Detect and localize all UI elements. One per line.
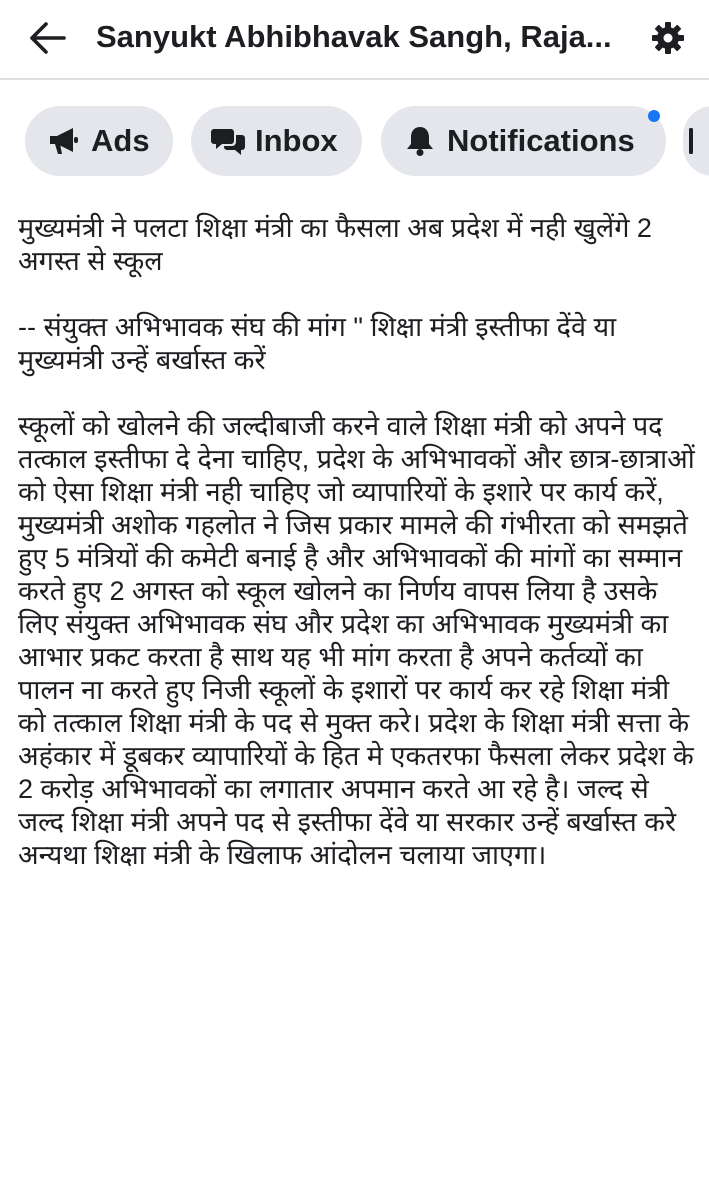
top-bar — [0, 0, 709, 80]
gear-icon[interactable] — [650, 20, 686, 56]
post-content — [18, 212, 700, 872]
notifications-button[interactable] — [381, 106, 666, 176]
unread-indicator — [648, 110, 660, 122]
inbox-button[interactable] — [191, 106, 362, 176]
post-subheadline: -- संयुक्त अभिभावक संघ की मांग " शिक्षा मंत्री इस्तीफा देंवे या मुख्यमंत्री उन्हें बर्खास्त करें — [18, 312, 617, 375]
megaphone-icon — [47, 124, 81, 158]
page-title: Sanyukt Abhibhavak Sangh, Raja... — [96, 19, 612, 54]
more-shortcut-button[interactable] — [683, 106, 709, 176]
inbox-label: Inbox — [255, 123, 338, 158]
partial-shortcut-icon — [689, 124, 709, 158]
bell-icon — [403, 124, 437, 158]
ads-label: Ads — [91, 123, 150, 158]
arrow-left-icon[interactable] — [24, 18, 68, 58]
ads-button[interactable] — [25, 106, 173, 176]
chat-bubbles-icon — [211, 124, 245, 158]
shortcut-tabs — [0, 106, 709, 176]
notifications-label: Notifications — [447, 123, 635, 158]
post-headline: मुख्यमंत्री ने पलटा शिक्षा मंत्री का फैसला अब प्रदेश में नही खुलेंगे 2 अगस्त से स्कूल — [18, 213, 652, 276]
post-body: स्कूलों को खोलने की जल्दीबाजी करने वाले शिक्षा मंत्री को अपने पद तत्काल इस्तीफा दे देना चाहिए, प्रदेश के अभिभावकों और छात्र-छात्राओं को ऐसा शिक्षा मंत्री नही चाहिए जो व्यापारियों के इशारे पर कार्य करें, मुख्यमंत्री अशोक गहलोत ने जिस प्रकार मामले की गंभीरता को समझते हुए 5 मंत्रियों की कमेटी बनाई है और अभिभावकों की मांगों का सम्मान करते हुए 2 अगस्त को स्कूल खोलने का निर्णय वापस लिया है उसके लिए संयुक्त अभिभावक संघ और प्रदेश का अभिभावक मुख्यमंत्री का आभार प्रकट करता है साथ यह भी मांग करता है अपने कर्तव्यों का पालन ना करते हुए निजी स्कूलों के इशारों पर कार्य कर रहे शिक्षा मंत्री को तत्काल शिक्षा मंत्री के पद से मुक्त करे। प्रदेश के शिक्षा मंत्री सत्ता के अहंकार में डूबकर व्यापारियों के हित मे एकतरफा फैसला लेकर प्रदेश के 2 करोड़ अभिभावकों का लगातार अपमान करते आ रहे है। जल्द से जल्द शिक्षा मंत्री अपने पद से इस्तीफा देंवे या सरकार उन्हें बर्खास्त करे अन्यथा शिक्षा मंत्री के खिलाफ आंदोलन चलाया जाएगा। — [18, 411, 695, 870]
